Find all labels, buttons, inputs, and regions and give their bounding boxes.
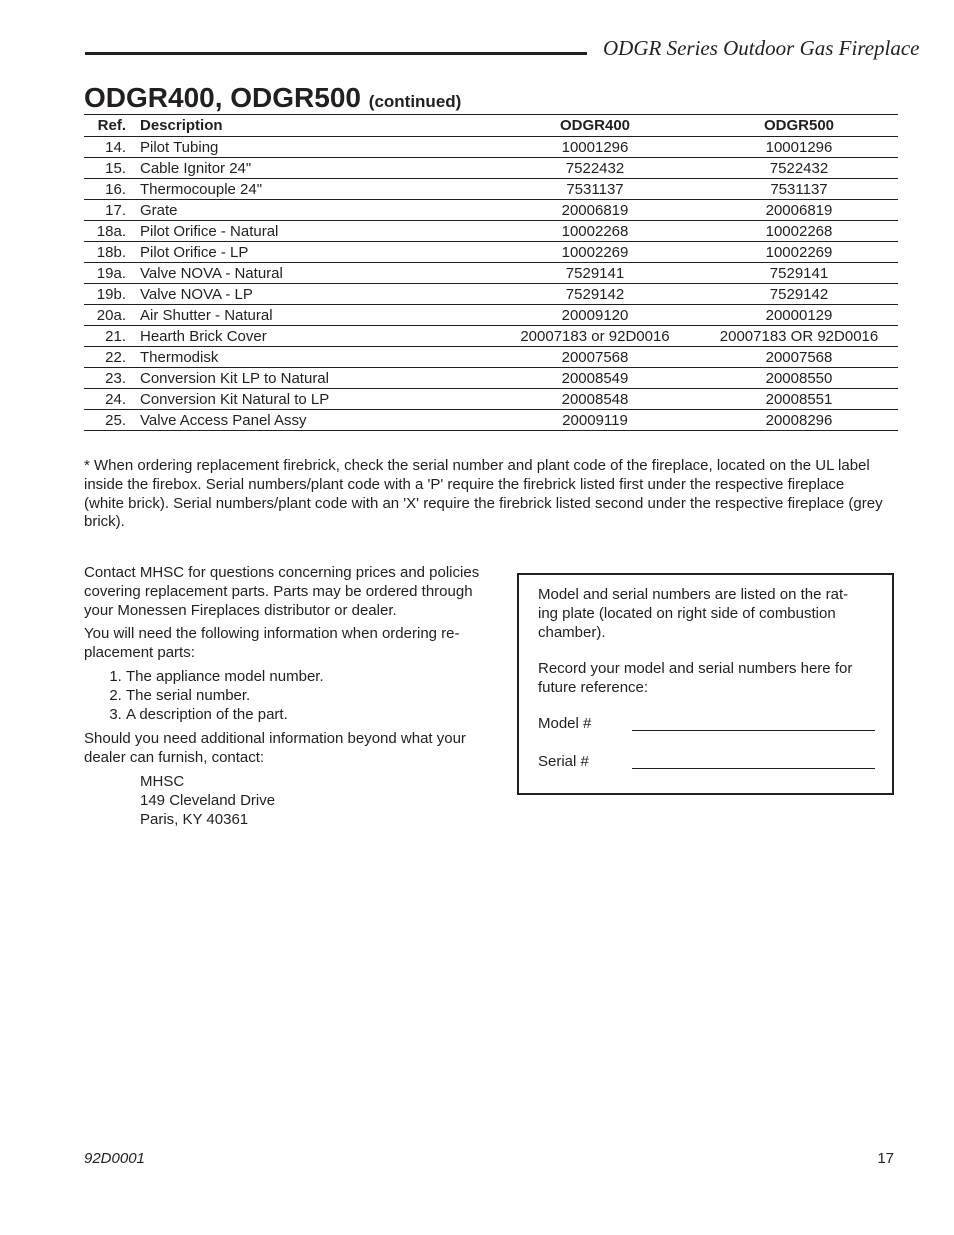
table-row — [84, 242, 898, 263]
cell-odgr500: 7529142 — [700, 284, 898, 305]
address-block — [140, 773, 504, 829]
cell-description: Valve NOVA - LP — [140, 284, 490, 305]
cell-ref: 25. — [84, 410, 140, 431]
firebrick-note: * When ordering replacement firebrick, check the serial number and plant code of the fireplace, located on the UL label inside the firebox. Serial numbers/plant code with a 'P' require the firebrick listed first under the respective fireplace (white brick). Serial numbers/plant code with an 'X' require the firebrick listed second under the respective fireplace (grey brick). — [84, 457, 883, 531]
cell-ref: 17. — [84, 200, 140, 221]
cell-description: Valve Access Panel Assy — [140, 410, 490, 431]
cell-odgr400: 20006819 — [490, 200, 700, 221]
ordering-need-info: You will need the following information when ordering re-placement parts: — [84, 625, 460, 662]
cell-odgr400: 20008549 — [490, 368, 700, 389]
cell-odgr500: 7529141 — [700, 263, 898, 284]
serial-field-row — [538, 752, 868, 771]
table-row — [84, 410, 898, 431]
col-header-odgr500: ODGR500 — [700, 115, 898, 137]
cell-ref: 16. — [84, 179, 140, 200]
cell-odgr500: 20008296 — [700, 410, 898, 431]
table-row — [84, 284, 898, 305]
col-header-description: Description — [140, 115, 490, 137]
serial-info-box — [517, 573, 894, 795]
cell-description: Conversion Kit Natural to LP — [140, 389, 490, 410]
ordering-additional: Should you need additional information beyond what your dealer can furnish, contact: — [84, 730, 466, 767]
cell-odgr400: 10002269 — [490, 242, 700, 263]
page-title — [84, 82, 461, 118]
table-row — [84, 179, 898, 200]
info-box-text1: Model and serial numbers are listed on the rat-ing plate (located on right side of combustion chamber). — [538, 586, 849, 641]
cell-description: Conversion Kit LP to Natural — [140, 368, 490, 389]
cell-odgr500: 10001296 — [700, 137, 898, 158]
cell-odgr400: 7529142 — [490, 284, 700, 305]
list-item: 3. A description of the part. — [126, 706, 504, 725]
cell-ref: 21. — [84, 326, 140, 347]
doc-number: 92D0001 — [84, 1150, 145, 1167]
header-rule — [85, 52, 587, 55]
cell-odgr400: 7522432 — [490, 158, 700, 179]
table-row — [84, 158, 898, 179]
model-write-line — [632, 730, 875, 731]
table-row — [84, 368, 898, 389]
info-box-text2: Record your model and serial numbers here for future reference: — [538, 660, 853, 696]
cell-description: Air Shutter - Natural — [140, 305, 490, 326]
cell-odgr400: 20009120 — [490, 305, 700, 326]
cell-ref: 22. — [84, 347, 140, 368]
cell-ref: 24. — [84, 389, 140, 410]
page-title-sub: (continued) — [368, 92, 462, 111]
address-line: MHSC — [140, 772, 185, 790]
page-number: 17 — [877, 1150, 894, 1167]
cell-description: Grate — [140, 200, 490, 221]
cell-odgr400: 10001296 — [490, 137, 700, 158]
address-line: 149 Cleveland Drive — [140, 791, 276, 809]
cell-odgr400: 20007183 or 92D0016 — [490, 326, 700, 347]
cell-ref: 14. — [84, 137, 140, 158]
ordering-list — [84, 668, 504, 724]
model-label: Model # — [538, 715, 592, 732]
cell-description: Pilot Orifice - Natural — [140, 221, 490, 242]
table-row — [84, 137, 898, 158]
model-field-row — [538, 714, 868, 733]
parts-table — [84, 114, 898, 431]
serial-write-line — [632, 768, 875, 769]
cell-description: Thermocouple 24" — [140, 179, 490, 200]
list-item: 1. The appliance model number. — [126, 668, 504, 687]
cell-description: Thermodisk — [140, 347, 490, 368]
table-row — [84, 305, 898, 326]
cell-odgr500: 20006819 — [700, 200, 898, 221]
cell-odgr500: 7531137 — [700, 179, 898, 200]
cell-ref: 18a. — [84, 221, 140, 242]
cell-description: Cable Ignitor 24" — [140, 158, 490, 179]
cell-ref: 23. — [84, 368, 140, 389]
cell-odgr500: 10002269 — [700, 242, 898, 263]
ordering-info — [84, 564, 504, 829]
cell-description: Valve NOVA - Natural — [140, 263, 490, 284]
cell-odgr500: 10002268 — [700, 221, 898, 242]
table-header-row — [84, 115, 898, 137]
table-row — [84, 389, 898, 410]
cell-odgr500: 7522432 — [700, 158, 898, 179]
cell-description: Pilot Orifice - LP — [140, 242, 490, 263]
cell-odgr500: 20007568 — [700, 347, 898, 368]
cell-odgr400: 20008548 — [490, 389, 700, 410]
cell-description: Pilot Tubing — [140, 137, 490, 158]
cell-ref: 19a. — [84, 263, 140, 284]
serial-label: Serial # — [538, 753, 589, 770]
cell-odgr400: 20009119 — [490, 410, 700, 431]
page-title-main: ODGR400, ODGR500 — [84, 82, 361, 113]
cell-description: Hearth Brick Cover — [140, 326, 490, 347]
cell-odgr500: 20000129 — [700, 305, 898, 326]
cell-odgr500: 20007183 OR 92D0016 — [700, 326, 898, 347]
col-header-ref: Ref. — [84, 115, 140, 137]
cell-ref: 20a. — [84, 305, 140, 326]
cell-odgr400: 10002268 — [490, 221, 700, 242]
cell-odgr500: 20008551 — [700, 389, 898, 410]
table-row — [84, 326, 898, 347]
table-row — [84, 221, 898, 242]
cell-odgr400: 7531137 — [490, 179, 700, 200]
list-item: 2. The serial number. — [126, 687, 504, 706]
header-title: ODGR Series Outdoor Gas Fireplace — [603, 36, 920, 60]
table-row — [84, 347, 898, 368]
address-line: Paris, KY 40361 — [140, 810, 249, 828]
cell-odgr500: 20008550 — [700, 368, 898, 389]
ordering-intro: Contact MHSC for questions concerning prices and policies covering replacement parts. Parts may be ordered through your Monessen Fireplaces distributor or dealer. — [84, 564, 480, 619]
cell-ref: 15. — [84, 158, 140, 179]
cell-odgr400: 7529141 — [490, 263, 700, 284]
cell-ref: 18b. — [84, 242, 140, 263]
table-row — [84, 263, 898, 284]
cell-ref: 19b. — [84, 284, 140, 305]
table-row — [84, 200, 898, 221]
col-header-odgr400: ODGR400 — [490, 115, 700, 137]
cell-odgr400: 20007568 — [490, 347, 700, 368]
